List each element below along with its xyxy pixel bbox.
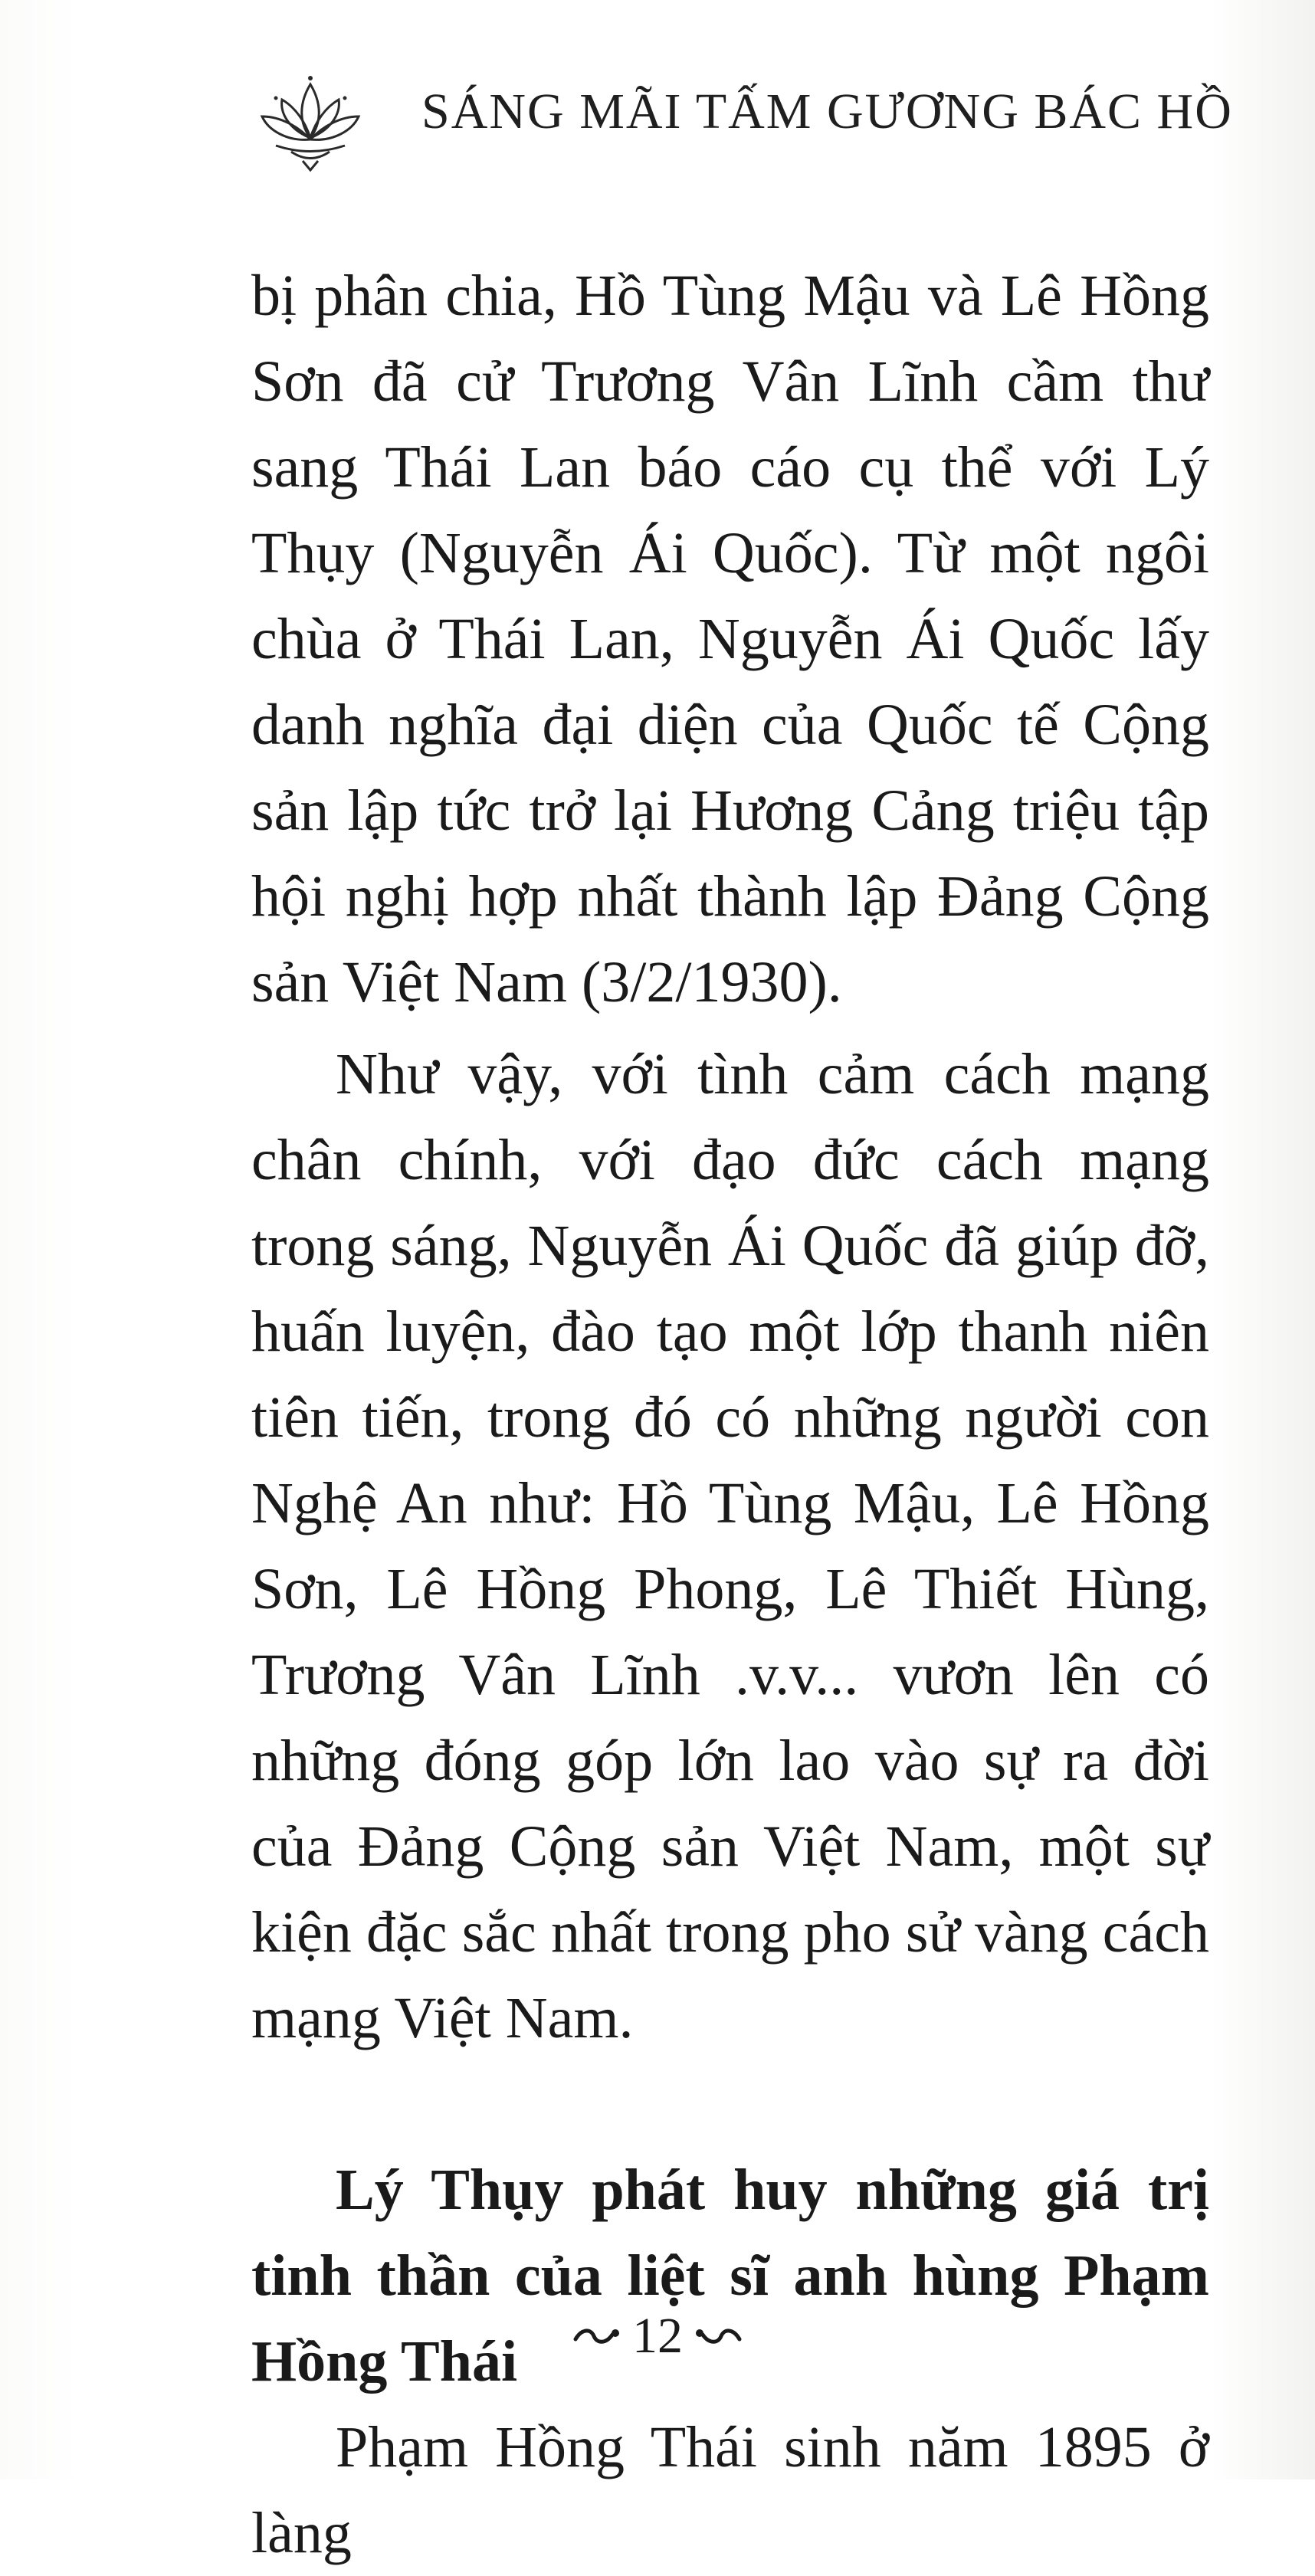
paragraph: bị phân chia, Hồ Tùng Mậu và Lê Hồng Sơn đã cử Trương Vân Lĩnh cầm thư sang Thái Lan báo cáo cụ thể với Lý Thụy (Nguyễn Ái Quốc). Từ một ngôi chùa ở Thái Lan, Nguyễn Ái Quốc lấy danh nghĩa đại diện của Quốc tế Cộng sản lập tức trở lại Hương Cảng triệu tập hội nghị hợp nhất thành lập Đảng Cộng sản Việt Nam (3/2/1930). — [251, 264, 1209, 1014]
page-footer — [0, 2306, 1315, 2365]
body-text — [251, 253, 1209, 2576]
paragraph: Phạm Hồng Thái sinh năm 1895 ở làng — [251, 2415, 1209, 2565]
paragraph: Như vậy, với tình cảm cách mạng chân chính, với đạo đức cách mạng trong sáng, Nguyễn Ái Quốc đã giúp đỡ, huấn luyện, đào tạo một lớp thanh niên tiên tiến, trong đó có những người con Nghệ An như: Hồ Tùng Mậu, Lê Hồng Sơn, Lê Hồng Phong, Lê Thiết Hùng, Trương Vân Lĩnh .v.v... vươn lên có những đóng góp lớn lao vào sự ra đời của Đảng Cộng sản Việt Nam, một sự kiện đặc sắc nhất trong pho sử vàng cách mạng Việt Nam. — [251, 1042, 1209, 2050]
section-heading: Lý Thụy phát huy những giá trị tinh thần của liệt sĩ anh hùng Phạm Hồng Thái — [251, 2158, 1209, 2394]
running-title: SÁNG MÃI TẤM GƯƠNG BÁC HỒ — [421, 84, 1233, 139]
page-header — [253, 69, 1233, 176]
page-number: 12 — [632, 2308, 683, 2364]
left-ornament-icon — [572, 2321, 621, 2352]
right-ornament-icon — [694, 2321, 743, 2352]
lotus-icon — [253, 69, 368, 176]
